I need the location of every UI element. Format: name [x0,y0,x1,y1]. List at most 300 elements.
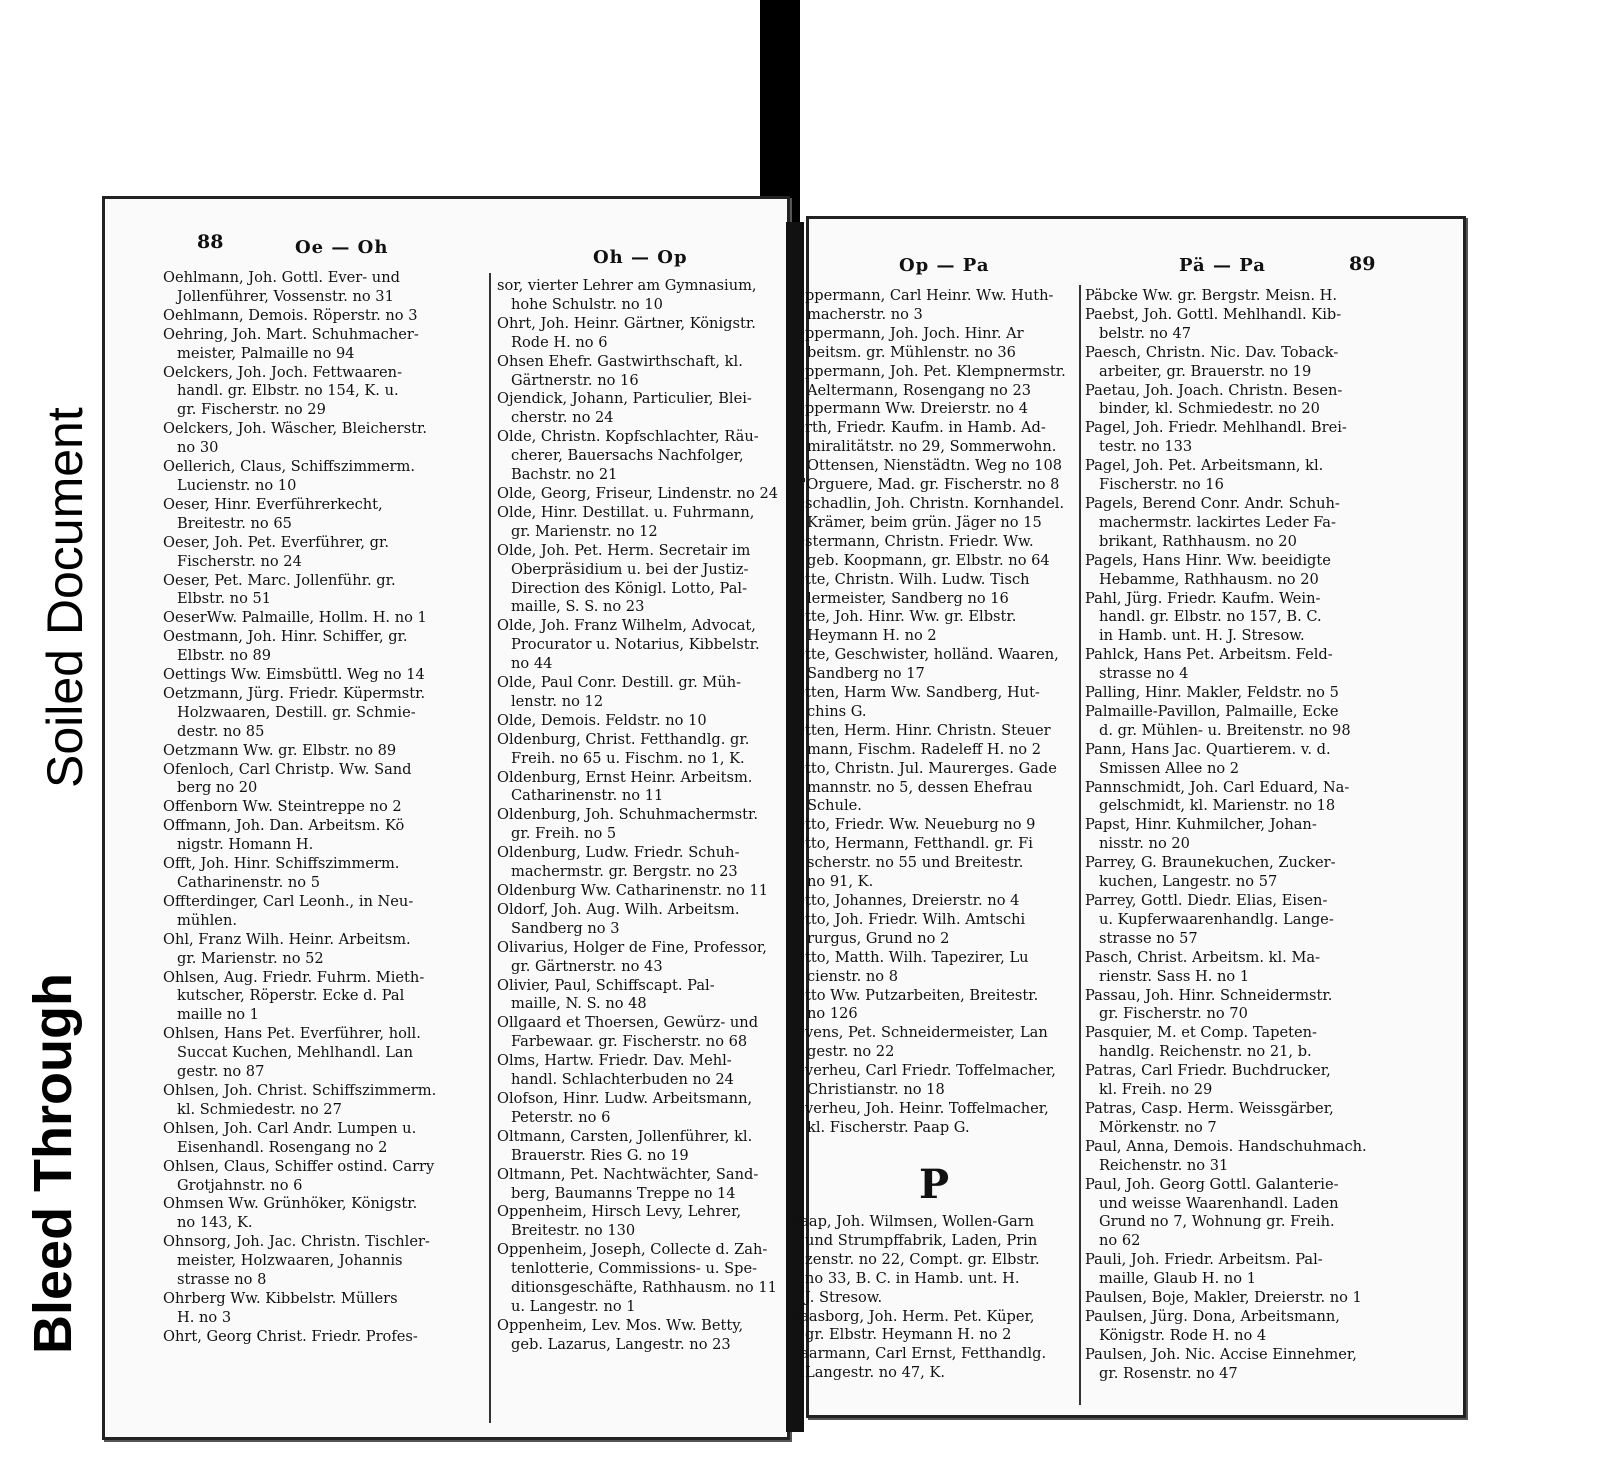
entry-line: no 126 [807,1005,858,1023]
entry-line: machermstr. lackirtes Leder Fa- [1099,513,1336,531]
entry-line: nigstr. Homann H. [177,836,314,854]
entry-line: Paarmann, Carl Ernst, Fetthandlg. [791,1345,1047,1363]
entry-line: Olde, Joh. Pet. Herm. Secretair im [497,541,751,559]
entry-line: Oetzmann, Jürg. Friedr. Küpermstr. [163,684,426,702]
entry-line: gr. Marienstr. no 52 [177,949,324,967]
entry-line: Overheu, Carl Friedr. Toffelmacher, [793,1062,1056,1080]
directory-entry [1085,816,1373,854]
directory-entry [163,458,485,496]
directory-entry [163,685,485,742]
entry-line: Ottensen, Nienstädtn. Weg no 108 [807,457,1063,475]
entry-line: Olofson, Hinr. Ludw. Arbeitsmann, [497,1089,753,1107]
entry-line: Pasquier, M. et Comp. Tapeten- [1085,1024,1317,1042]
entry-line: gestr. no 22 [807,1043,895,1061]
soiled-document-label: Soiled Document [37,407,93,788]
entry-line: Oppenheim, Lev. Mos. Ww. Betty, [497,1316,744,1334]
entry-line: strasse no 4 [1099,665,1189,683]
entry-line: chins G. [807,702,867,720]
entry-line: lermeister, Sandberg no 16 [807,589,1009,607]
entry-line: cherer, Bauersachs Nachfolger, [511,447,744,465]
entry-line: Paesch, Christn. Nic. Dav. Toback- [1085,343,1339,361]
entry-line: Pagel, Joh. Friedr. Mehlhandl. Brei- [1085,419,1347,437]
bleed-through-label: Bleed Through [23,973,83,1354]
entry-line: in Hamb. unt. H. J. Stresow. [1099,627,1305,645]
directory-entry [163,609,485,628]
entry-line: Ohrberg Ww. Kibbelstr. Müllers [163,1289,398,1307]
directory-entry [1085,779,1373,817]
directory-entry [163,628,485,666]
entry-line: Ohl, Franz Wilh. Heinr. Arbeitsm. [163,930,411,948]
directory-entry [793,949,1077,987]
entry-line: ditionsgeschäfte, Rathhausm. no 11 [511,1279,777,1297]
entry-line: cienstr. no 8 [807,967,898,985]
entry-line: kl. Fischerstr. Paap G. [807,1118,970,1136]
entry-line: Krämer, beim grün. Jäger no 15 [807,513,1042,531]
entry-line: Ojendick, Johann, Particulier, Blei- [497,390,752,408]
entry-line: Offt, Joh. Hinr. Schiffszimmerm. [163,855,400,873]
entry-line: rienstr. Sass H. no 1 [1099,967,1250,985]
entry-line: Offenborn Ww. Steintreppe no 2 [163,798,402,816]
directory-entry [163,817,485,855]
entry-line: Langestr. no 47, K. [805,1364,945,1382]
entry-line: Olde, Paul Conr. Destill. gr. Müh- [497,674,742,692]
column-rule [489,273,491,1423]
entry-line: belstr. no 47 [1099,324,1192,342]
directory-entry [497,1128,781,1166]
entry-line: zenstr. no 22, Compt. gr. Elbstr. [805,1250,1040,1268]
entry-line: binder, kl. Schmiedestr. no 20 [1099,400,1320,418]
entry-line: lenstr. no 12 [511,692,604,710]
entry-line: mann, Fischm. Radeleff H. no 2 [807,740,1042,758]
entry-line: und weisse Waarenhandl. Laden [1099,1194,1339,1212]
entry-line: Otto Ww. Putzarbeiten, Breitestr. [793,986,1039,1004]
entry-line: destr. no 85 [177,722,265,740]
entry-line: Königstr. Rode H. no 4 [1099,1326,1267,1344]
entry-line: beitsm. gr. Mühlenstr. no 36 [807,343,1016,361]
directory-entry [163,1328,485,1347]
entry-line: Paulsen, Jürg. Dona, Arbeitsmann, [1085,1307,1340,1325]
entry-line: gr. Fischerstr. no 70 [1099,1005,1248,1023]
entry-line: Otten, Herm. Hinr. Christn. Steuer [793,721,1051,739]
entry-line: H. no 3 [177,1308,232,1326]
directory-entry [497,1166,781,1204]
entry-line: sor, vierter Lehrer am Gymnasium, [497,277,757,294]
directory-entry [1085,419,1373,457]
directory-entry [163,496,485,534]
entry-line: Ostermann, Christn. Friedr. Ww. [793,532,1034,550]
directory-entry [793,476,1077,495]
entry-line: Otte, Geschwister, holländ. Waaren, [793,646,1059,664]
entry-line: miralitätstr. no 29, Sommerwohn. [807,438,1057,456]
directory-entry [793,722,1077,760]
entry-line: Oldorf, Joh. Aug. Wilh. Arbeitsm. [497,900,740,918]
entry-line: Oettings Ww. Eimsbüttl. Weg no 14 [163,666,425,684]
entry-line: Paulsen, Boje, Makler, Dreierstr. no 1 [1085,1289,1362,1307]
entry-line: Passau, Joh. Hinr. Schneidermstr. [1085,986,1333,1004]
entry-line: Ohsen Ehefr. Gastwirthschaft, kl. [497,352,743,370]
directory-entry [1085,646,1373,684]
entry-line: strasse no 57 [1099,929,1198,947]
entry-line: maille, Glaub H. no 1 [1099,1270,1256,1288]
directory-entry [793,533,1077,571]
entry-line: Sandberg no 17 [807,665,925,683]
entry-line: Ohlsen, Aug. Friedr. Fuhrm. Mieth- [163,968,425,986]
directory-entry [791,1345,1077,1383]
entry-line: Ofenloch, Carl Christp. Ww. Sand [163,760,412,778]
directory-entry [163,326,485,364]
entry-line: Oelckers, Joh. Joch. Fettwaaren- [163,363,402,381]
entry-line: Ohnsorg, Joh. Jac. Christn. Tischler- [163,1233,430,1251]
entry-line: Ohrt, Georg Christ. Friedr. Profes- [163,1327,418,1345]
entry-line: OeserWw. Palmaille, Hollm. H. no 1 [163,609,427,627]
directory-entry [1085,703,1373,741]
entry-line: geb. Koopmann, gr. Elbstr. no 64 [807,551,1050,569]
directory-entry [497,617,781,674]
right-page [791,216,1466,1418]
entry-line: no 30 [177,439,219,457]
entry-line: Brauerstr. Ries G. no 19 [511,1146,689,1164]
entry-line: gr. Marienstr. no 12 [511,522,658,540]
directory-entry [497,1241,781,1317]
directory-entry [497,939,781,977]
directory-entry [163,931,485,969]
entry-line: Oppenheim, Hirsch Levy, Lehrer, [497,1203,742,1221]
directory-entry [793,892,1077,911]
right-column-1 [793,287,1077,1138]
entry-line: Pann, Hans Jac. Quartierem. v. d. [1085,740,1331,758]
entry-line: maille, N. S. no 48 [511,995,647,1013]
entry-line: rurgus, Grund no 2 [807,929,950,947]
entry-line: u. Langestr. no 1 [511,1297,636,1315]
directory-entry [793,911,1077,949]
directory-entry [793,684,1077,722]
directory-entry [1085,287,1373,306]
entry-line: Parrey, Gottl. Diedr. Elias, Eisen- [1085,892,1328,909]
entry-line: Papst, Hinr. Kuhmilcher, Johan- [1085,816,1317,834]
directory-entry [1085,1289,1373,1308]
entry-line: testr. no 133 [1099,438,1193,456]
entry-line: Breitestr. no 130 [511,1222,636,1240]
directory-entry [497,428,781,485]
entry-line: Peterstr. no 6 [511,1108,611,1126]
directory-entry [1085,684,1373,703]
entry-line: meister, Palmaille no 94 [177,344,355,362]
entry-line: mühlen. [177,911,237,929]
directory-entry [497,542,781,618]
entry-line: Olde, Georg, Friseur, Lindenstr. no 24 [497,484,779,502]
directory-entry [793,400,1077,419]
entry-line: gr. Freih. no 5 [511,825,617,843]
entry-line: Lucienstr. no 10 [177,476,297,494]
directory-entry [793,760,1077,817]
entry-line: und Strumpffabrik, Laden, Prin [805,1231,1038,1249]
directory-entry [1085,1176,1373,1252]
entry-line: berg, Baumanns Treppe no 14 [511,1184,736,1202]
entry-line: Pagels, Berend Conr. Andr. Schuh- [1085,494,1340,512]
entry-line: Heymann H. no 2 [807,627,937,645]
entry-line: Bachstr. no 21 [511,466,618,484]
entry-line: Catharinenstr. no 11 [511,787,664,805]
entry-line: Orth, Friedr. Kaufm. in Hamb. Ad- [793,419,1046,437]
entry-line: no 62 [1099,1232,1141,1250]
directory-entry [163,1082,485,1120]
directory-entry [497,882,781,901]
directory-entry [793,419,1077,476]
entry-line: Paebst, Joh. Gottl. Mehlhandl. Kib- [1085,305,1342,323]
left-column-2 [497,277,781,1355]
entry-line: Pasch, Christ. Arbeitsm. kl. Ma- [1085,948,1321,966]
entry-line: Oeser, Hinr. Everführerkecht, [163,495,383,513]
entry-line: Rode H. no 6 [511,333,608,351]
entry-line: meister, Holzwaaren, Johannis [177,1252,403,1270]
directory-entry [163,269,485,307]
entry-line: gestr. no 87 [177,1063,265,1081]
entry-line: hohe Schulstr. no 10 [511,295,663,313]
entry-line: handl. gr. Elbstr. no 154, K. u. [177,382,399,400]
entry-line: Oehlmann, Demois. Röperstr. no 3 [163,306,418,324]
entry-line: d'Orguere, Mad. gr. Fischerstr. no 8 [793,476,1060,494]
directory-entry [497,315,781,353]
directory-entry [793,495,1077,533]
entry-line: Breitestr. no 65 [177,514,292,532]
entry-line: Sandberg no 3 [511,919,620,937]
entry-line: Elbstr. no 89 [177,647,272,665]
entry-line: kutscher, Röperstr. Ecke d. Pal [177,987,405,1005]
entry-line: Olde, Joh. Franz Wilhelm, Advocat, [497,617,756,635]
entry-line: Freih. no 65 u. Fischm. no 1, K. [511,749,745,767]
directory-entry [1085,382,1373,420]
directory-entry [1085,949,1373,987]
directory-entry [1085,892,1373,949]
directory-entry [1085,1138,1373,1176]
directory-entry [793,287,1077,325]
directory-entry [497,1090,781,1128]
entry-line: Eisenhandl. Rosengang no 2 [177,1138,388,1156]
directory-entry [163,534,485,572]
directory-entry [793,1062,1077,1100]
directory-entry [497,674,781,712]
entry-line: machermstr. gr. Bergstr. no 23 [511,863,738,881]
directory-entry [1085,306,1373,344]
entry-line: Ovens, Pet. Schneidermeister, Lan [793,1024,1048,1042]
entry-line: Palling, Hinr. Makler, Feldstr. no 5 [1085,684,1339,702]
entry-line: arbeiter, gr. Brauerstr. no 19 [1099,362,1312,380]
entry-line: Pahlck, Hans Pet. Arbeitsm. Feld- [1085,646,1333,664]
directory-entry [1085,1346,1373,1384]
entry-line: Oldenburg, Christ. Fetthandlg. gr. [497,730,750,748]
entry-line: Otto, Christn. Jul. Maurerges. Gade [793,759,1057,777]
entry-line: Otto, Joh. Friedr. Wilh. Amtschi [793,910,1026,928]
directory-entry [1085,1024,1373,1062]
entry-line: Oppermann, Carl Heinr. Ww. Huth- [793,287,1054,304]
entry-line: Pauli, Joh. Friedr. Arbeitsm. Pal- [1085,1251,1323,1269]
directory-entry [163,307,485,326]
entry-line: no 44 [511,655,553,673]
entry-line: scherstr. no 55 und Breitestr. [807,854,1024,872]
entry-line: Oltmann, Carsten, Jollenführer, kl. [497,1127,753,1145]
entry-line: u. Kupferwaarenhandlg. Lange- [1099,910,1334,928]
entry-line: Catharinenstr. no 5 [177,874,321,891]
entry-line: handl. Schlachterbuden no 24 [511,1071,734,1089]
entry-line: Smissen Allee no 2 [1099,759,1240,777]
entry-line: Oehlmann, Joh. Gottl. Ever- und [163,269,400,286]
entry-line: Oberpräsidium u. bei der Justiz- [511,560,749,578]
directory-entry [793,363,1077,401]
entry-line: gelschmidt, kl. Marienstr. no 18 [1099,797,1336,815]
entry-line: handl. gr. Elbstr. no 157, B. C. [1099,608,1322,626]
directory-entry [1085,854,1373,892]
directory-entry [163,855,485,893]
directory-entry [1085,1251,1373,1289]
entry-line: Grotjahnstr. no 6 [177,1176,303,1194]
entry-line: Ohmsen Ww. Grünhöker, Königstr. [163,1195,418,1213]
directory-entry [1085,1308,1373,1346]
directory-entry [791,1308,1077,1346]
entry-line: Oldenburg, Ernst Heinr. Arbeitsm. [497,768,753,786]
directory-entry [793,1024,1077,1062]
entry-line: Oeser, Pet. Marc. Jollenführ. gr. [163,571,396,589]
entry-line: Farbewaar. gr. Fischerstr. no 68 [511,1033,748,1051]
left-page [102,196,790,1440]
directory-entry [497,1014,781,1052]
right-column-2 [1085,287,1373,1384]
column-rule [1079,285,1081,1405]
entry-line: gr. Rosenstr. no 47 [1099,1364,1238,1382]
directory-entry [163,666,485,685]
entry-line: Oppermann, Joh. Joch. Hinr. Ar [793,324,1024,342]
directory-entry [497,277,781,315]
entry-line: Oppermann, Joh. Pet. Klempnermstr. [793,362,1066,380]
entry-line: Olde, Christn. Kopfschlachter, Räu- [497,428,759,446]
entry-line: tenlotterie, Commissions- u. Spe- [511,1260,758,1278]
left-column-1 [163,269,485,1347]
entry-line: strasse no 8 [177,1271,267,1289]
entry-line: kuchen, Langestr. no 57 [1099,873,1278,891]
entry-line: no 143, K. [177,1214,253,1232]
directory-entry [793,1100,1077,1138]
directory-entry [497,712,781,731]
directory-entry [793,646,1077,684]
entry-line: d. gr. Mühlen- u. Breitenstr. no 98 [1099,721,1351,739]
page-number-left: 88 [197,231,224,253]
directory-entry [163,742,485,761]
directory-entry [1085,987,1373,1025]
entry-line: Olde, Demois. Feldstr. no 10 [497,711,707,729]
entry-line: maille no 1 [177,1006,259,1024]
entry-line: kl. Freih. no 29 [1099,1081,1213,1099]
right-header-col1: Op — Pa [899,255,990,276]
entry-line: berg no 20 [177,779,258,797]
entry-line: Gärtnerstr. no 16 [511,371,639,389]
entry-line: Patras, Casp. Herm. Weissgärber, [1085,1099,1334,1117]
entry-line: Ohrt, Joh. Heinr. Gärtner, Königstr. [497,314,756,332]
directory-entry [497,844,781,882]
entry-line: Ohlsen, Hans Pet. Everführer, holl. [163,1025,421,1043]
entry-line: Reichenstr. no 31 [1099,1156,1229,1174]
entry-line: Pagels, Hans Hinr. Ww. beeidigte [1085,551,1331,569]
entry-line: Paasborg, Joh. Herm. Pet. Küper, [791,1307,1035,1325]
entry-line: no 91, K. [807,873,874,891]
entry-line: Olivarius, Holger de Fine, Professor, [497,938,767,956]
directory-entry [497,806,781,844]
entry-line: Ohlsen, Joh. Carl Andr. Lumpen u. [163,1119,417,1137]
directory-entry [793,835,1077,892]
entry-line: Overheu, Joh. Heinr. Toffelmacher, [793,1099,1049,1117]
directory-entry [497,1052,781,1090]
entry-line: Christianstr. no 18 [807,1081,945,1099]
entry-line: Otte, Joh. Hinr. Ww. gr. Elbstr. [793,608,1017,626]
entry-line: Aeltermann, Rosengang no 23 [807,381,1032,399]
entry-line: gr. Elbstr. Heymann H. no 2 [805,1326,1012,1344]
directory-entry [1085,552,1373,590]
directory-entry [497,1203,781,1241]
directory-entry [497,504,781,542]
entry-line: Palmaille-Pavillon, Palmaille, Ecke [1085,702,1339,720]
entry-line: Paetau, Joh. Joach. Christn. Besen- [1085,381,1343,399]
entry-line: Ohlsen, Joh. Christ. Schiffszimmerm. [163,1081,437,1099]
directory-entry [163,798,485,817]
entry-line: Oellerich, Claus, Schiffszimmerm. [163,458,415,476]
directory-entry [1085,1062,1373,1100]
directory-entry [163,1120,485,1158]
entry-line: Oelckers, Joh. Wäscher, Bleicherstr. [163,420,428,438]
directory-entry [793,816,1077,835]
directory-entry [163,364,485,421]
entry-line: Oltmann, Pet. Nachtwächter, Sand- [497,1165,759,1183]
directory-entry [497,901,781,939]
directory-entry [497,1317,781,1355]
entry-line: handlg. Reichenstr. no 21, b. [1099,1043,1312,1061]
directory-entry [497,731,781,769]
entry-line: cherstr. no 24 [511,409,614,427]
entry-line: Direction des Königl. Lotto, Pal- [511,579,748,597]
entry-line: Pagel, Joh. Pet. Arbeitsmann, kl. [1085,457,1324,475]
entry-line: Oeser, Joh. Pet. Everführer, gr. [163,533,389,551]
left-header-col2: Oh — Op [593,247,688,268]
entry-line: Oetzmann Ww. gr. Elbstr. no 89 [163,741,397,759]
entry-line: J. Stresow. [805,1288,883,1306]
directory-entry [163,1290,485,1328]
entry-line: Patras, Carl Friedr. Buchdrucker, [1085,1062,1331,1080]
entry-line: Oldenburg, Ludw. Friedr. Schuh- [497,844,740,862]
directory-entry [1085,495,1373,552]
entry-line: Oldenburg, Joh. Schuhmachermstr. [497,806,758,824]
entry-line: Ollgaard et Thoersen, Gewürz- und [497,1014,759,1032]
entry-line: no 33, B. C. in Hamb. unt. H. [805,1269,1020,1287]
directory-entry [163,1025,485,1082]
entry-line: Otto, Johannes, Dreierstr. no 4 [793,892,1020,909]
entry-line: Holzwaaren, Destill. gr. Schmie- [177,703,416,721]
directory-entry [497,485,781,504]
left-header-col1: Oe — Oh [295,237,389,258]
right-column-1-p-section [791,1213,1077,1383]
directory-entry [163,969,485,1026]
directory-entry [497,353,781,391]
directory-entry [163,1233,485,1290]
entry-line: Offterdinger, Carl Leonh., in Neu- [163,892,414,910]
entry-line: Grund no 7, Wohnung gr. Freih. [1099,1213,1335,1231]
directory-entry [163,893,485,931]
entry-line: Ohlsen, Claus, Schiffer ostind. Carry [163,1157,435,1175]
directory-entry [163,1195,485,1233]
entry-line: Fischerstr. no 16 [1099,476,1224,494]
entry-line: Oldenburg Ww. Catharinenstr. no 11 [497,882,769,899]
entry-line: Paul, Joh. Georg Gottl. Galanterie- [1085,1175,1339,1193]
entry-line: nisstr. no 20 [1099,835,1190,853]
entry-line: geb. Lazarus, Langestr. no 23 [511,1335,731,1353]
entry-line: Päbcke Ww. gr. Bergstr. Meisn. H. [1085,287,1337,304]
entry-line: Schule. [807,797,862,815]
